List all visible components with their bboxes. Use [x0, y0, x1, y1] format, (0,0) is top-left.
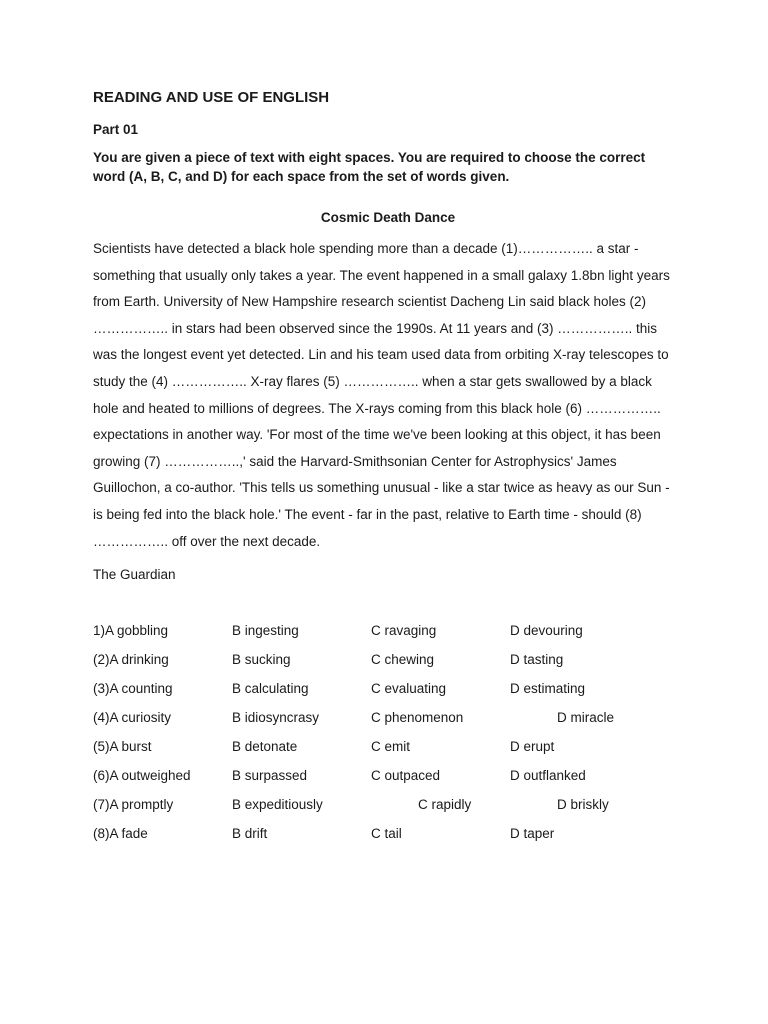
option-1-a: 1)A gobbling — [93, 623, 169, 639]
option-8-b: B drift — [232, 826, 268, 842]
section-heading: READING AND USE OF ENGLISH — [93, 89, 330, 106]
option-8-a: (8)A fade — [93, 826, 148, 842]
option-5-c: C emit — [371, 739, 411, 755]
option-5-a: (5)A burst — [93, 739, 152, 755]
option-row-2 — [93, 650, 683, 679]
option-row-6 — [93, 766, 683, 795]
option-1-d: D devouring — [510, 623, 583, 639]
instructions: You are given a piece of text with eight spaces. You are required to choose the correct word (A, B, C, and D) for each space from the set of words given. — [93, 150, 646, 184]
option-6-b: B surpassed — [232, 768, 308, 784]
option-2-c: C chewing — [371, 652, 435, 668]
option-3-c: C evaluating — [371, 681, 447, 697]
option-5-b: B detonate — [232, 739, 298, 755]
option-6-a: (6)A outweighed — [93, 768, 191, 784]
option-row-4 — [93, 708, 683, 737]
option-7-c: C rapidly — [418, 797, 472, 813]
option-row-8 — [93, 824, 683, 853]
answer-options — [93, 621, 683, 853]
option-4-a: (4)A curiosity — [93, 710, 172, 726]
part-label: Part 01 — [93, 122, 139, 137]
option-4-d: D miracle — [557, 710, 615, 726]
option-4-c: C phenomenon — [371, 710, 464, 726]
option-2-a: (2)A drinking — [93, 652, 169, 668]
option-4-b: B idiosyncrasy — [232, 710, 320, 726]
option-3-b: B calculating — [232, 681, 309, 697]
option-3-a: (3)A counting — [93, 681, 173, 697]
option-1-c: C ravaging — [371, 623, 437, 639]
option-2-b: B sucking — [232, 652, 291, 668]
option-8-d: D taper — [510, 826, 555, 842]
option-row-3 — [93, 679, 683, 708]
option-7-d: D briskly — [557, 797, 609, 813]
option-3-d: D estimating — [510, 681, 586, 697]
option-7-b: B expeditiously — [232, 797, 323, 813]
option-6-c: C outpaced — [371, 768, 441, 784]
option-1-b: B ingesting — [232, 623, 299, 639]
text-title: Cosmic Death Dance — [320, 210, 456, 225]
option-5-d: D erupt — [510, 739, 555, 755]
option-7-a: (7)A promptly — [93, 797, 174, 813]
option-8-c: C tail — [371, 826, 402, 842]
source-credit: The Guardian — [93, 567, 176, 583]
option-2-d: D tasting — [510, 652, 564, 668]
option-6-d: D outflanked — [510, 768, 586, 784]
option-row-7 — [93, 795, 683, 824]
option-row-5 — [93, 737, 683, 766]
exam-page — [93, 86, 683, 853]
option-row-1 — [93, 621, 683, 650]
passage-text: Scientists have detected a black hole spending more than a decade (1)…………….. a star - something that usually only takes a year. The event happened in a small galaxy 1.8bn light years from Earth. University of New Hampshire research scientist Dacheng Lin said black holes (2) …………….. in stars had been observed since the 1990s. At 11 years and (3) …………….. this was the longest event yet detected. Lin and his team used data from orbiting X-ray telescopes to study the (4) …………….. X-ray flares (5) …………….. when a star gets swallowed by a black hole and heated to millions of degrees. The X-rays coming from this black hole (6) …………….. expectations in another way. 'For most of the time we've been looking at this object, it has been growing (7) ……………..,' said the Harvard-Smithsonian Center for Astrophysics' James Guillochon, a co-author. 'This tells us something unusual - like a star twice as heavy as our Sun - is being fed into the black hole.' The event - far in the past, relative to Earth time - should (8) …………….. off over the next decade. — [93, 241, 670, 549]
